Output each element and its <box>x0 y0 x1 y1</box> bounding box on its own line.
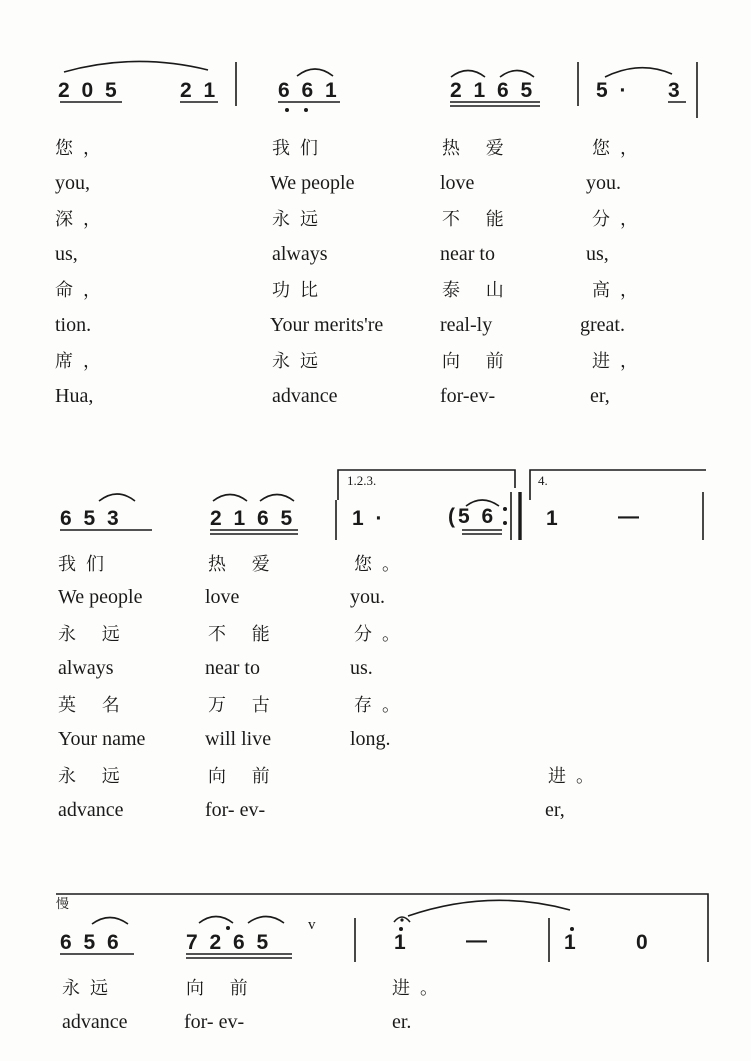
lyric: 高， <box>592 280 648 301</box>
lyric: 泰 山 <box>442 280 514 301</box>
lyric: 分， <box>592 209 648 230</box>
slur <box>248 917 284 924</box>
slur <box>408 900 570 916</box>
lyric: 进。 <box>548 766 604 787</box>
lyric: 您， <box>592 138 648 159</box>
lyric: 向 前 <box>442 351 514 372</box>
slur <box>199 917 233 924</box>
lyric: 永远 <box>272 209 328 230</box>
note-group: 6 5 3 <box>60 507 122 530</box>
note-group: 2 0 5 <box>58 79 120 102</box>
volta-bracket <box>530 470 706 500</box>
lyric: Your merits're <box>270 314 384 336</box>
top-rule <box>56 894 708 906</box>
lyric: advance <box>62 1011 128 1033</box>
note-group: — <box>618 505 642 528</box>
lyric: 存。 <box>354 695 410 716</box>
lyric: us, <box>586 243 609 265</box>
lyric: us. <box>350 657 373 679</box>
lyric: 我们 <box>58 554 114 575</box>
lyric: er, <box>590 385 610 407</box>
lyric: Hua, <box>55 385 94 407</box>
lyric: 进。 <box>392 978 448 999</box>
lyric: great. <box>580 314 625 336</box>
lyric: us, <box>55 243 78 265</box>
slur <box>451 71 485 78</box>
lyric: you, <box>55 172 90 194</box>
lyric: 永远 <box>272 351 328 372</box>
lyric: We people <box>58 586 143 608</box>
lyric: near to <box>440 243 495 265</box>
note-group: 2 1 6 5 <box>450 79 536 102</box>
note-group: 5 · <box>596 79 630 102</box>
lyric: 我们 <box>272 138 328 159</box>
lyric: long. <box>350 728 391 750</box>
lyric: 英 名 <box>58 695 130 716</box>
note-group: 2 1 6 5 <box>210 507 296 530</box>
note-group: 0 <box>636 931 651 954</box>
lyric: 向 前 <box>186 978 258 999</box>
lyric: 热 爱 <box>208 554 280 575</box>
lyric: 热 爱 <box>442 138 514 159</box>
lyric: real-ly <box>440 314 493 336</box>
lyric: 永 远 <box>58 624 130 645</box>
note-group: 1 <box>546 507 561 530</box>
slur <box>260 495 294 502</box>
volta-label: 1.2.3. <box>347 473 377 488</box>
lyric: We people <box>270 172 355 194</box>
lyric: for-ev- <box>440 385 496 407</box>
lyric: always <box>58 657 114 679</box>
breath-mark: v <box>308 917 316 933</box>
lyric: 命， <box>55 280 111 301</box>
lyric: 永 远 <box>58 766 130 787</box>
lyric: advance <box>58 799 124 821</box>
note-group: 1 <box>564 931 579 954</box>
note-group: 2 1 <box>180 79 219 102</box>
note-group: 1 <box>394 931 409 954</box>
lyric: advance <box>272 385 338 407</box>
slur <box>500 71 534 78</box>
slur <box>297 69 333 76</box>
note-group: 6 5 6 <box>60 931 122 954</box>
lyric: for- ev- <box>205 799 266 821</box>
note-group: 1 · <box>352 507 386 530</box>
slur <box>605 68 672 77</box>
lyric: 向 前 <box>208 766 280 787</box>
note-group: 6 6 1 <box>278 79 340 102</box>
lyric: 深， <box>55 209 111 230</box>
tempo-marking: 慢 <box>56 897 70 912</box>
lyric: 您。 <box>354 554 410 575</box>
lyric: will live <box>205 728 272 750</box>
lyric: tion. <box>55 314 92 336</box>
note-group: 7 2 6 5 <box>186 931 272 954</box>
lyric: 不 能 <box>208 624 280 645</box>
volta-label: 4. <box>538 473 548 488</box>
lyric: always <box>272 243 328 265</box>
lyric: for- ev- <box>184 1011 245 1033</box>
lyric: 永远 <box>62 978 118 999</box>
slur <box>99 494 135 501</box>
lyric: love <box>205 586 240 608</box>
lyric: 进， <box>592 351 648 372</box>
slur <box>64 61 208 72</box>
lyric: 万 古 <box>208 695 280 716</box>
note-group: 3 <box>668 79 683 102</box>
lyric: 功比 <box>272 280 328 301</box>
note-group: (5 6 <box>448 505 497 528</box>
lyric: 您， <box>55 138 111 159</box>
lyric: you. <box>350 586 385 608</box>
lyric: 席， <box>55 351 111 372</box>
lyric: love <box>440 172 475 194</box>
lyric: 分。 <box>354 624 410 645</box>
lyric: 不 能 <box>442 209 514 230</box>
lyric: near to <box>205 657 260 679</box>
lyric: er. <box>392 1011 412 1033</box>
lyric: Your name <box>58 728 146 750</box>
slur <box>213 495 247 502</box>
lyric: you. <box>586 172 621 194</box>
slur <box>92 918 128 925</box>
note-group: — <box>466 929 490 952</box>
lyric: er, <box>545 799 565 821</box>
